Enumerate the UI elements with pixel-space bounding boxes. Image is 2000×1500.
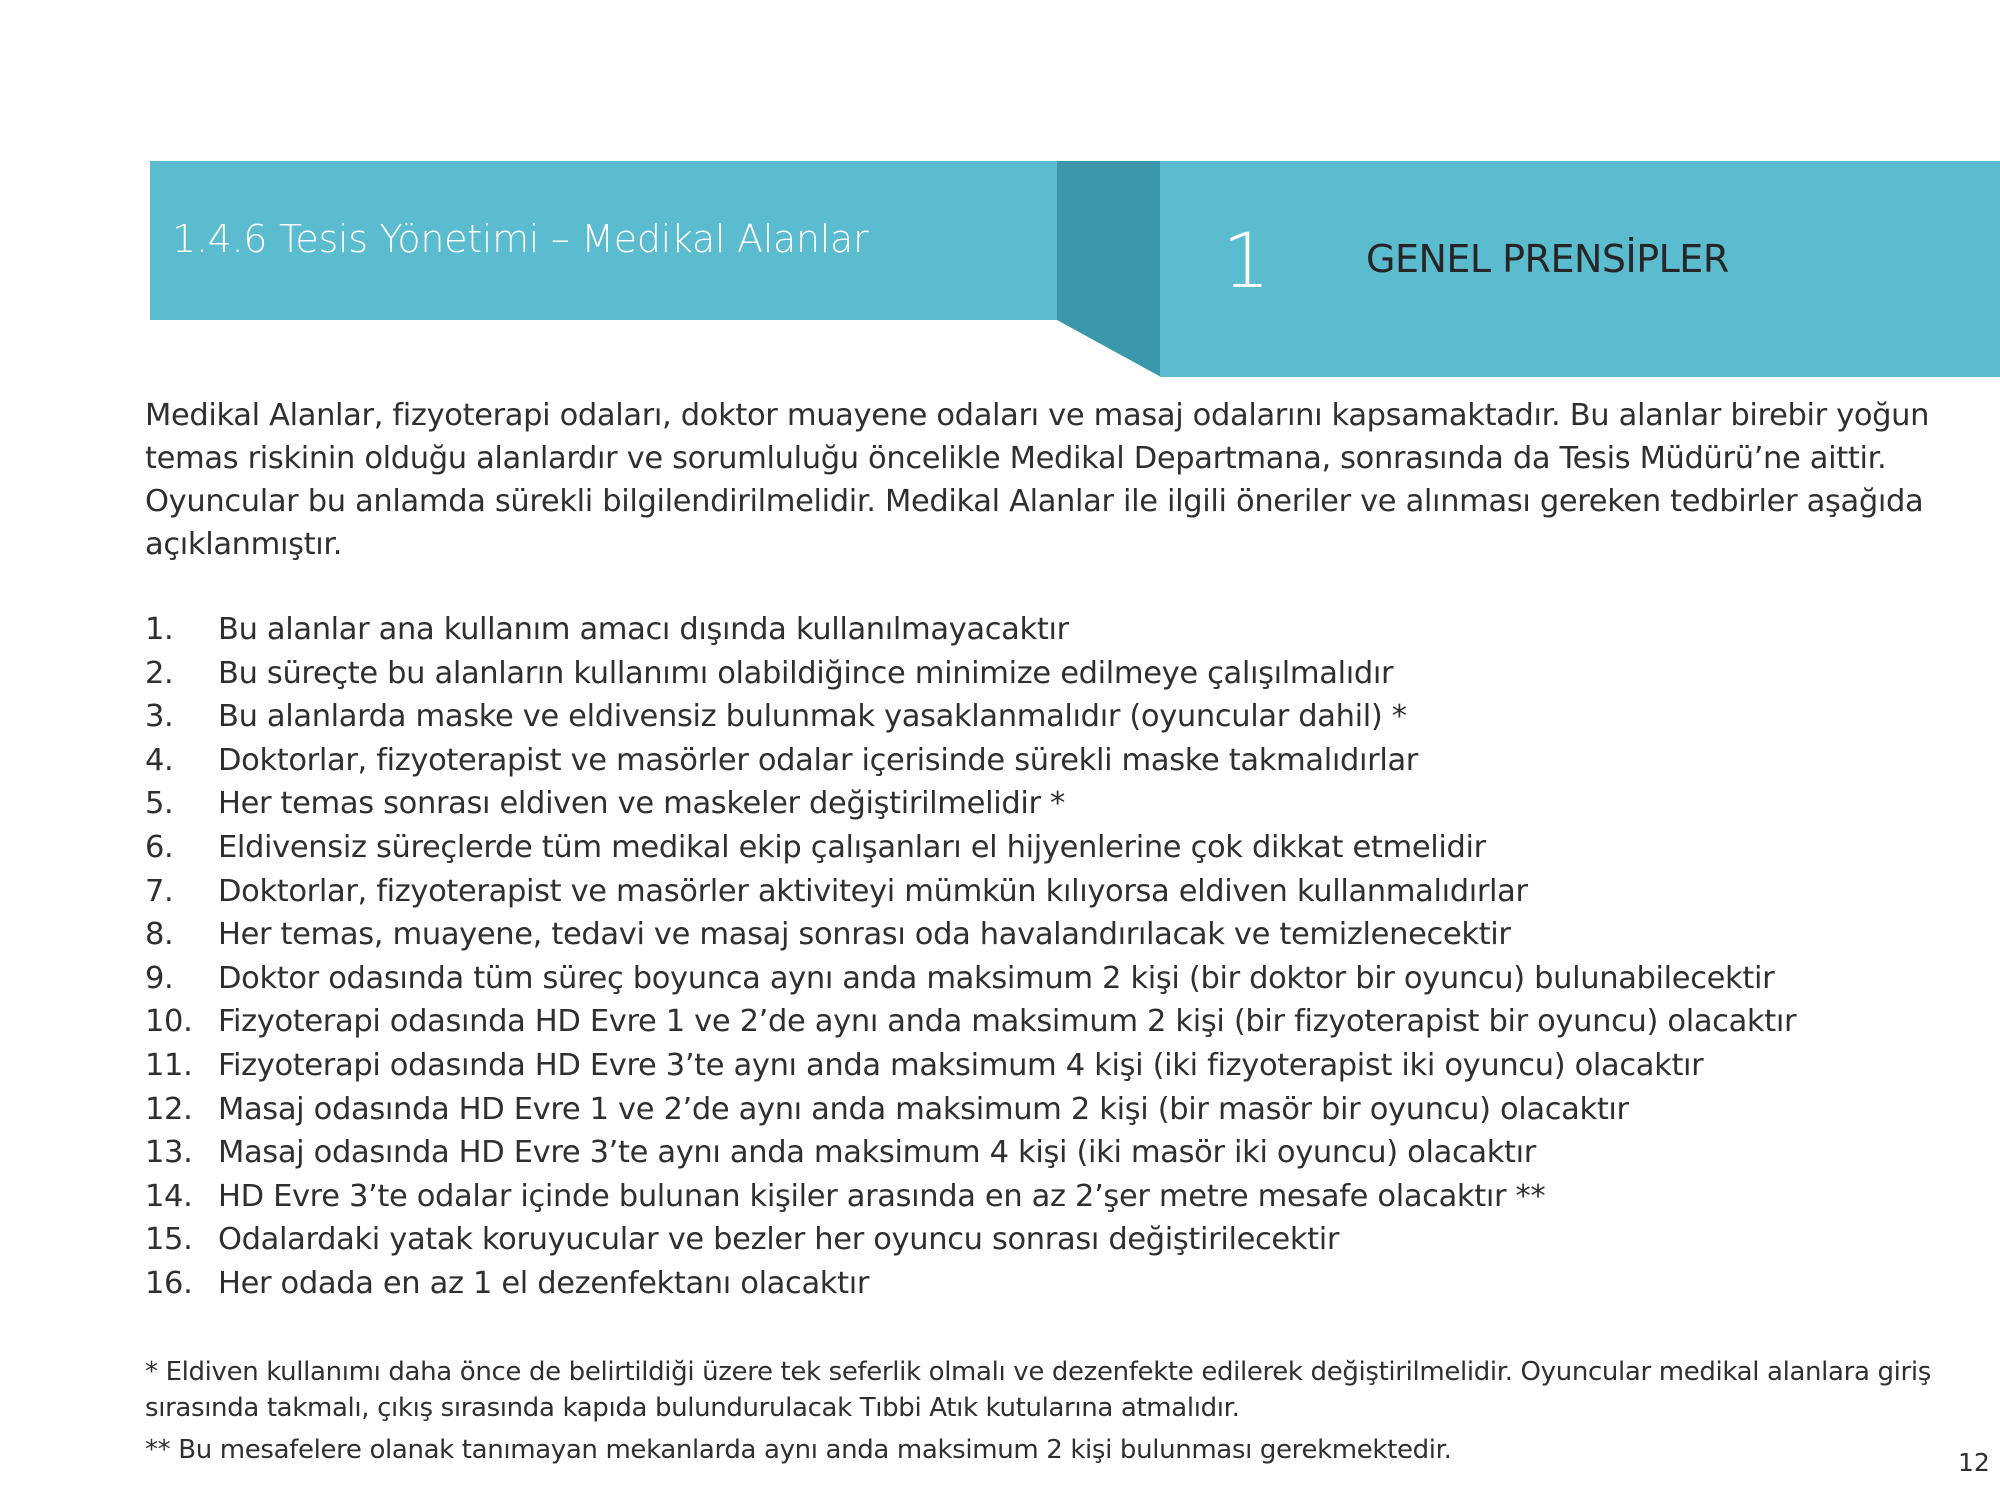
chapter-banner — [1160, 161, 2000, 377]
item-number: 6. — [145, 829, 174, 865]
item-text: Masaj odasında HD Evre 1 ve 2’de aynı anda maksimum 2 kişi (bir masör bir oyuncu) olacaktır — [218, 1091, 1629, 1127]
item-number: 12. — [145, 1091, 193, 1127]
footnotes — [145, 1354, 1995, 1468]
list-item — [145, 1262, 1975, 1306]
intro-paragraph: Medikal Alanlar, fizyoterapi odaları, doktor muayene odaları ve masaj odalarını kapsamaktadır. Bu alanlar birebir yoğun temas riskinin olduğu alanlardır ve sorumluluğu öncelikle Medikal Departmana, sonrasında da Tesis Müdürü’ne aittir. Oyuncular bu anlamda sürekli bilgilendirilmelidir. Medikal Alanlar ile ilgili öneriler ve alınması gereken tedbirler aşağıda açıklanmıştır. — [145, 398, 1930, 562]
list-item — [145, 1175, 1975, 1219]
list-item — [145, 913, 1975, 957]
item-text: Bu süreçte bu alanların kullanımı olabildiğince minimize edilmeye çalışılmalıdır — [218, 655, 1394, 691]
item-text: Masaj odasında HD Evre 3’te aynı anda maksimum 4 kişi (iki masör iki oyuncu) olacaktır — [218, 1135, 1536, 1171]
item-number: 8. — [145, 917, 174, 953]
item-text: Doktorlar, fizyoterapist ve masörler odalar içerisinde sürekli maske takmalıdırlar — [218, 742, 1418, 778]
item-text: Eldivensiz süreçlerde tüm medikal ekip çalışanları el hijyenlerine çok dikkat etmelidir — [218, 829, 1486, 865]
list-item — [145, 782, 1975, 826]
chapter-number: 1 — [1222, 216, 1271, 305]
list-item — [145, 608, 1975, 652]
section-banner — [150, 161, 1060, 320]
list-item — [145, 957, 1975, 1001]
item-text: Her temas, muayene, tedavi ve masaj sonrası oda havalandırılacak ve temizlenecektir — [218, 917, 1511, 953]
item-number: 3. — [145, 699, 174, 735]
item-text: Fizyoterapi odasında HD Evre 1 ve 2’de aynı anda maksimum 2 kişi (bir fizyoterapist bir oyuncu) olacaktır — [218, 1004, 1797, 1040]
item-number: 16. — [145, 1265, 193, 1301]
item-number: 14. — [145, 1178, 193, 1214]
item-text: Bu alanlar ana kullanım amacı dışında kullanılmayacaktır — [218, 612, 1069, 647]
list-item — [145, 739, 1975, 783]
list-item — [145, 1000, 1975, 1044]
footnote-single-asterisk: * Eldiven kullanımı daha önce de belirtildiği üzere tek seferlik olmalı ve dezenfekte edilerek değiştirilmelidir. Oyuncular medikal alanlara giriş sırasında takmalı, çıkış sırasında kapıda bulundurulacak Tıbbi Atık kutularına atmalıdır. — [145, 1357, 1931, 1423]
item-number: 2. — [145, 655, 174, 691]
item-text: HD Evre 3’te odalar içinde bulunan kişiler arasında en az 2’şer metre mesafe olacaktır ** — [218, 1178, 1546, 1214]
footnote-double-asterisk: ** Bu mesafelere olanak tanımayan mekanlarda aynı anda maksimum 2 kişi bulunması gerekmektedir. — [145, 1435, 1452, 1465]
item-text: Doktorlar, fizyoterapist ve masörler aktiviteyi mümkün kılıyorsa eldiven kullanmalıdırlar — [218, 873, 1528, 909]
item-text: Odalardaki yatak koruyucular ve bezler her oyuncu sonrası değiştirilecektir — [218, 1222, 1340, 1258]
item-text: Doktor odasında tüm süreç boyunca aynı anda maksimum 2 kişi (bir doktor bir oyuncu) bulunabilecektir — [218, 960, 1775, 996]
rules-list — [145, 608, 1975, 1306]
item-number: 11. — [145, 1047, 193, 1083]
item-text: Her temas sonrası eldiven ve maskeler değiştirilmelidir * — [218, 786, 1065, 822]
chapter-title: GENEL PRENSİPLER — [1366, 237, 1729, 281]
item-number: 5. — [145, 786, 174, 822]
item-number: 10. — [145, 1004, 193, 1040]
section-title: 1.4.6 Tesis Yönetimi – Medikal Alanlar — [172, 217, 869, 261]
item-number: 7. — [145, 873, 174, 909]
list-item — [145, 652, 1975, 696]
page-number: 12 — [1958, 1448, 1990, 1477]
item-text: Bu alanlarda maske ve eldivensiz bulunmak yasaklanmalıdır (oyuncular dahil) * — [218, 699, 1407, 735]
list-item — [145, 1218, 1975, 1262]
list-item — [145, 695, 1975, 739]
item-number: 15. — [145, 1222, 193, 1258]
item-number: 13. — [145, 1135, 193, 1171]
item-number: 4. — [145, 742, 174, 778]
ribbon-fold — [1057, 161, 1161, 377]
list-item — [145, 870, 1975, 914]
list-item — [145, 1044, 1975, 1088]
item-number: 9. — [145, 960, 174, 996]
list-item — [145, 1131, 1975, 1175]
item-text: Fizyoterapi odasında HD Evre 3’te aynı anda maksimum 4 kişi (iki fizyoterapist iki oyuncu) olacaktır — [218, 1047, 1704, 1083]
list-item — [145, 1088, 1975, 1132]
list-item — [145, 826, 1975, 870]
item-number: 1. — [145, 612, 174, 647]
item-text: Her odada en az 1 el dezenfektanı olacaktır — [218, 1265, 870, 1301]
